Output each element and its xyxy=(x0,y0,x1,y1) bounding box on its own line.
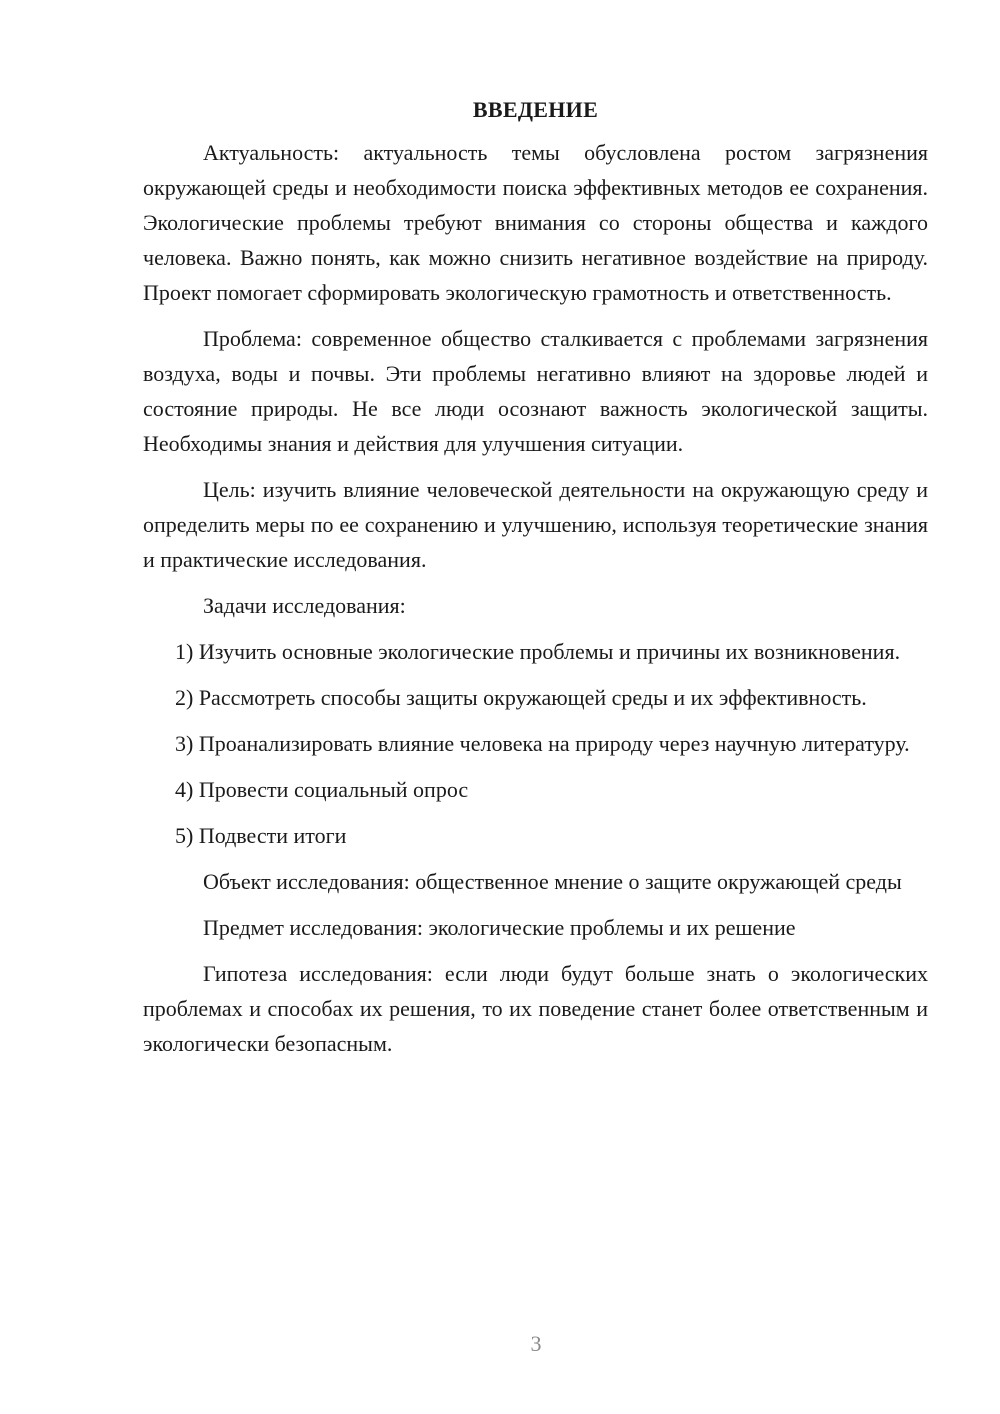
task-item-1: 1) Изучить основные экологические проблемы и причины их возникновения. xyxy=(175,639,901,664)
tasks-title: Задачи исследования: xyxy=(203,593,406,618)
task-item-5: 5) Подвести итоги xyxy=(175,823,347,848)
task-item-2: 2) Рассмотреть способы защиты окружающей среды и их эффективность. xyxy=(175,685,867,710)
document-page xyxy=(143,95,928,1072)
page-title: ВВЕДЕНИЕ xyxy=(472,97,599,122)
object-paragraph: Объект исследования: общественное мнение о защите окружающей среды xyxy=(203,869,902,894)
subject-paragraph: Предмет исследования: экологические проблемы и их решение xyxy=(203,915,796,940)
task-item-4: 4) Провести социальный опрос xyxy=(175,777,469,802)
page-number: 3 xyxy=(530,1331,542,1356)
hypothesis-paragraph: Гипотеза исследования: если люди будут больше знать о экологических проблемах и способах их решения, то их поведение станет более ответственным и экологически безопасным. xyxy=(143,961,928,1056)
problem-paragraph: Проблема: современное общество сталкивается с проблемами загрязнения воздуха, воды и почвы. Эти проблемы негативно влияют на здоровье людей и состояние природы. Не все люди осознают важность экологической защиты. Необходимы знания и действия для улучшения ситуации. xyxy=(143,326,928,456)
goal-paragraph: Цель: изучить влияние человеческой деятельности на окружающую среду и определить меры по ее сохранению и улучшению, используя теоретические знания и практические исследования. xyxy=(143,477,928,572)
relevance-paragraph: Актуальность: актуальность темы обусловлена ростом загрязнения окружающей среды и необходимости поиска эффективных методов ее сохранения. Экологические проблемы требуют внимания со стороны общества и каждого человека. Важно понять, как можно снизить негативное воздействие на природу. Проект помогает сформировать экологическую грамотность и ответственность. xyxy=(143,140,928,305)
task-item-3: 3) Проанализировать влияние человека на природу через научную литературу. xyxy=(175,731,910,756)
